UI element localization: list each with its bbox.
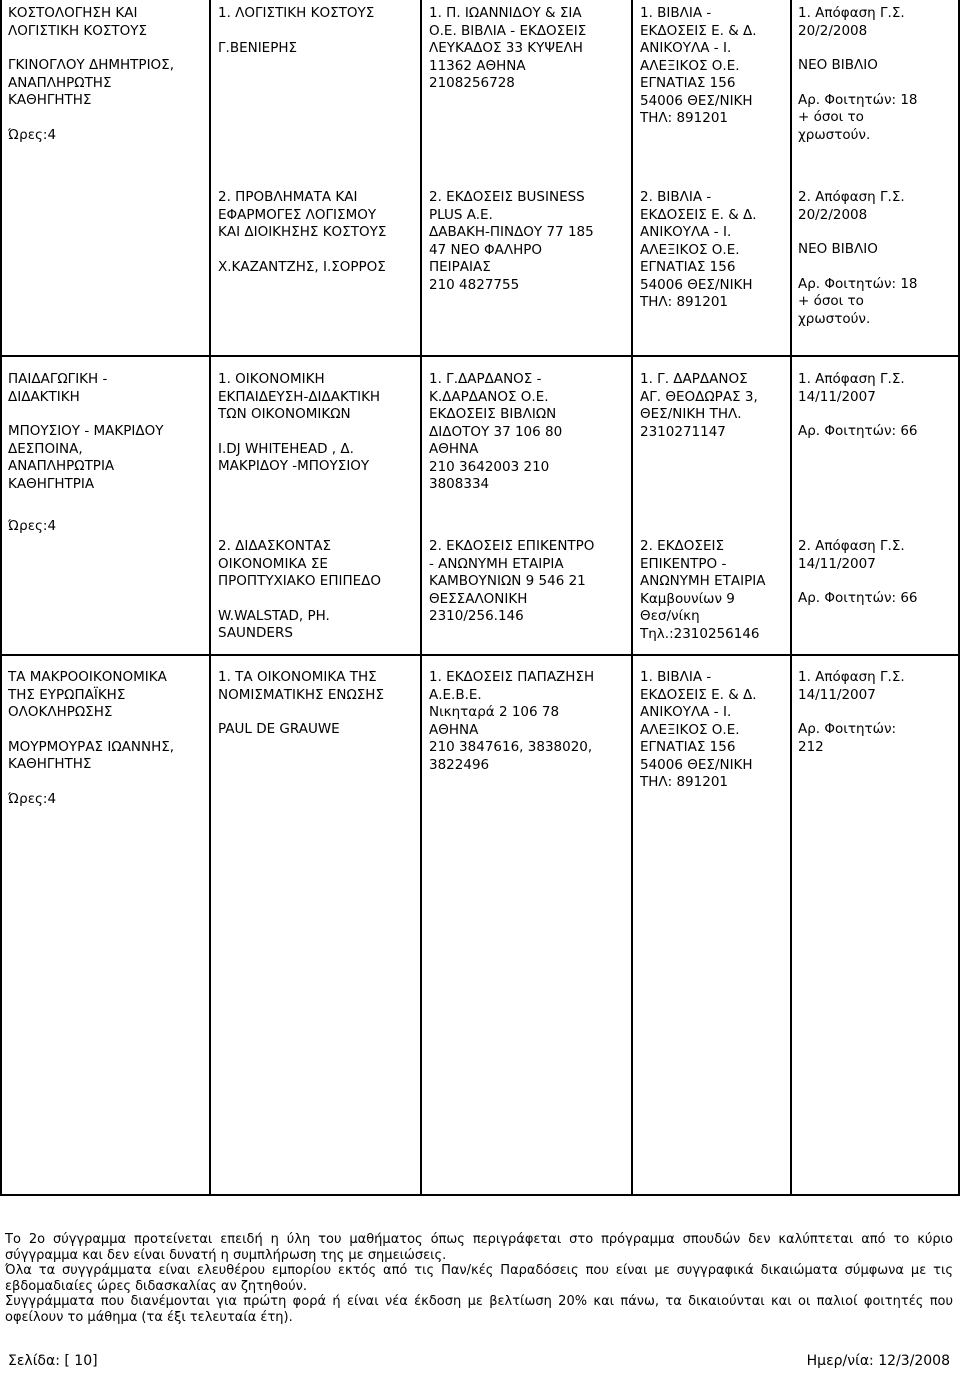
cell-line: 20/2/2008 — [798, 206, 868, 223]
cell-line: ΚΑΜΒΟΥΝΙΩΝ 9 546 21 — [429, 573, 586, 589]
cell-line: 210 3642003 210 — [429, 458, 550, 475]
cell-line: - ΑΝΩΝΥΜΗ ΕΤΑΙΡΙΑ — [429, 555, 564, 572]
cell-line: ΑΘΗΝΑ — [429, 441, 479, 457]
cell-line — [218, 424, 380, 441]
publisher-cell — [429, 371, 562, 494]
column-divider — [0, 0, 2, 1196]
cell-line: ΤΗΛ: 891201 — [640, 774, 729, 790]
cell-line: Τηλ.:2310256146 — [640, 625, 760, 642]
cell-line: 1. Απόφαση Γ.Σ. — [798, 371, 905, 387]
cell-line: W.WALSTAD, PH. — [218, 607, 330, 624]
publisher-cell — [429, 189, 594, 294]
cell-line: ΑΝΙΚΟΥΛΑ - Ι. — [640, 224, 732, 240]
row-divider — [0, 355, 960, 357]
cell-line: ΓΚΙΝΟΓΛΟΥ ΔΗΜΗΤΡΙΟΣ, — [8, 57, 175, 73]
cell-line: ΟΛΟΚΛΗΡΩΣΗΣ — [8, 704, 113, 720]
note-paragraph: Συγγράμματα που διανέμονται για πρώτη φορά ή είναι νέα έκδοση με βελτίωση 20% και πάνω, τα δικαιούνται και οι παλιοί φοιτητές που οφείλουν το μάθημα (τα έξι τελευταία έτη). — [5, 1294, 953, 1325]
course-cell — [8, 5, 174, 144]
cell-line: 2310/256.146 — [429, 608, 524, 624]
cell-line — [8, 110, 174, 127]
cell-line: ΑΝΑΠΛΗΡΩΤΗΣ — [8, 74, 112, 91]
cell-line: PAUL DE GRAUWE — [218, 721, 340, 737]
cell-line: I.DJ WHITEHEAD , Δ. — [218, 440, 354, 457]
cell-line: 2. ΔΙΔΑΣΚΟΝΤΑΣ — [218, 538, 331, 554]
cell-line: 54006 ΘΕΣ/ΝΙΚΗ — [640, 276, 753, 293]
cell-line — [798, 259, 918, 276]
cell-line: 1. ΛΟΓΙΣΤΙΚΗ ΚΟΣΤΟΥΣ — [218, 5, 375, 21]
cell-line: 212 — [798, 738, 824, 755]
cell-line: ΤΑ ΜΑΚΡΟΟΙΚΟΝΟΜΙΚΑ — [8, 669, 167, 685]
cell-line: Αρ. Φοιτητών: 66 — [798, 423, 918, 439]
cell-line: 54006 ΘΕΣ/ΝΙΚΗ — [640, 756, 753, 773]
cell-line: 3808334 — [429, 476, 490, 492]
book-title-cell — [218, 669, 384, 739]
book-title-cell — [218, 5, 374, 57]
cell-line: Γ.ΒΕΝΙΕΡΗΣ — [218, 39, 298, 56]
cell-line: Θεσ/νίκη — [640, 608, 700, 624]
cell-line: ΠΑΙΔΑΓΩΓΙΚΗ - — [8, 371, 108, 387]
cell-line: 1. ΒΙΒΛΙΑ - — [640, 669, 712, 685]
cell-line — [8, 722, 174, 739]
cell-line: 2108256728 — [429, 75, 515, 91]
cell-line: Ώρες:4 — [8, 126, 57, 143]
cell-line: ΑΝΩΝΥΜΗ ΕΤΑΙΡΙΑ — [640, 573, 766, 589]
cell-line: χρωστούν. — [798, 310, 871, 327]
cell-line — [798, 40, 918, 57]
cell-line: ΜΠΟΥΣΙΟΥ - ΜΑΚΡΙΔΟΥ — [8, 423, 164, 439]
cell-line: ΕΚΔΟΣΕΙΣ Ε. & Δ. — [640, 206, 757, 223]
cell-line: ΕΠΙΚΕΝΤΡΟ - — [640, 555, 727, 572]
column-divider — [790, 0, 792, 1196]
decision-cell — [798, 189, 918, 328]
cell-line: ΠΕΙΡΑΙΑΣ — [429, 259, 491, 275]
cell-line: ΔΙΔΑΚΤΙΚΗ — [8, 388, 80, 405]
cell-line: ΑΓ. ΘΕΟΔΩΡΑΣ 3, — [640, 388, 758, 405]
cell-line: ΤΗΛ: 891201 — [640, 110, 729, 126]
decision-cell — [798, 669, 905, 756]
row-divider — [0, 1194, 960, 1196]
cell-line: 2. Απόφαση Γ.Σ. — [798, 538, 905, 554]
cell-line: 11362 ΑΘΗΝΑ — [429, 57, 526, 74]
decision-cell — [798, 538, 918, 608]
cell-line: 1. Απόφαση Γ.Σ. — [798, 5, 905, 21]
cell-line: ΚΟΣΤΟΛΟΓΗΣΗ ΚΑΙ — [8, 5, 138, 21]
cell-line: 1. ΟΙΚΟΝΟΜΙΚΗ — [218, 371, 325, 387]
cell-line — [8, 40, 174, 57]
notes-section — [5, 1232, 953, 1326]
distributor-cell — [640, 5, 757, 128]
note-paragraph: Το 2ο σύγγραμμα προτείνεται επειδή η ύλη του μαθήματος όπως περιγράφεται στο πρόγραμμα σπουδών δεν καλύπτεται από το κύριο σύγγραμμα και δεν είναι δυνατή η συμπλήρωση της με σημειώσεις. — [5, 1232, 953, 1263]
cell-line: Α.Ε.Β.Ε. — [429, 686, 482, 703]
cell-line: ΔΕΣΠΟΙΝΑ, — [8, 440, 83, 457]
cell-line: 1. ΤΑ ΟΙΚΟΝΟΜΙΚΑ ΤΗΣ — [218, 669, 377, 685]
cell-line: + όσοι το — [798, 109, 864, 125]
cell-line: Καμβουνίων 9 — [640, 590, 735, 607]
book-title-cell — [218, 189, 386, 276]
cell-line: ΛΟΓΙΣΤΙΚΗ ΚΟΣΤΟΥΣ — [8, 22, 148, 39]
cell-line — [798, 75, 918, 92]
cell-line: ΠΡΟΠΤΥΧΙΑΚΟ ΕΠΙΠΕΔΟ — [218, 573, 382, 589]
cell-line — [798, 406, 918, 423]
cell-line: 210 3847616, 3838020, — [429, 739, 593, 755]
cell-line: Αρ. Φοιτητών: 18 — [798, 275, 918, 292]
cell-line: Χ.ΚΑΖΑΝΤΖΗΣ, Ι.ΣΟΡΡΟΣ — [218, 258, 386, 275]
distributor-cell — [640, 669, 757, 792]
cell-line: 2. ΕΚΔΟΣΕΙΣ BUSINESS — [429, 189, 585, 205]
cell-line — [218, 591, 381, 608]
cell-line — [798, 704, 905, 721]
cell-line: ΑΘΗΝΑ — [429, 721, 479, 738]
distributor-cell — [640, 189, 757, 312]
cell-line: ΤΗΛ: 891201 — [640, 294, 729, 310]
distributor-cell — [640, 371, 758, 441]
cell-line: PLUS A.E. — [429, 206, 493, 223]
cell-line — [218, 704, 384, 721]
cell-line — [8, 406, 163, 423]
note-paragraph: Όλα τα συγγράμματα είναι ελευθέρου εμπορίου εκτός από τις Παν/κές Παραδόσεις που είναι με συγγραφικά δικαιώματα σύμφωνα με τις εβδομαδιαίες ώρες διδασκαλίας αν ζητηθούν. — [5, 1263, 953, 1294]
cell-line: ΑΝΙΚΟΥΛΑ - Ι. — [640, 40, 732, 56]
cell-line: ΤΩΝ ΟΙΚΟΝΟΜΙΚΩΝ — [218, 406, 351, 422]
cell-line: Ο.Ε. ΒΙΒΛΙΑ - ΕΚΔΟΣΕΙΣ — [429, 22, 587, 39]
course-cell — [8, 371, 163, 536]
cell-line: ΕΚΔΟΣΕΙΣ Ε. & Δ. — [640, 686, 757, 703]
cell-line: 2310271147 — [640, 423, 726, 440]
cell-line: ΝΟΜΙΣΜΑΤΙΚΗΣ ΕΝΩΣΗΣ — [218, 686, 384, 703]
cell-line: 2. Απόφαση Γ.Σ. — [798, 189, 905, 205]
cell-line: 1. Γ. ΔΑΡΔΑΝΟΣ — [640, 371, 748, 387]
cell-line: + όσοι το — [798, 293, 864, 309]
cell-line — [218, 242, 386, 259]
cell-line: ΚΑΙ ΔΙΟΙΚΗΣΗΣ ΚΟΣΤΟΥΣ — [218, 224, 387, 240]
cell-line: ΜΟΥΡΜΟΥΡΑΣ ΙΩΑΝΝΗΣ, — [8, 738, 175, 755]
cell-line: 1. Π. ΙΩΑΝΝΙΔΟΥ & ΣΙΑ — [429, 5, 582, 21]
column-divider — [420, 0, 422, 1196]
cell-line: Αρ. Φοιτητών: — [798, 721, 897, 737]
cell-line: 2. ΒΙΒΛΙΑ - — [640, 189, 712, 205]
publisher-cell — [429, 669, 594, 774]
book-title-cell — [218, 538, 381, 643]
cell-line: Ώρες:4 — [8, 518, 57, 534]
cell-line: ΛΕΥΚΑΔΟΣ 33 ΚΥΨΕΛΗ — [429, 40, 583, 56]
cell-line: 210 4827755 — [429, 276, 520, 293]
cell-line: ΕΓΝΑΤΙΑΣ 156 — [640, 739, 736, 755]
cell-line: ΑΝΑΠΛΗΡΩΤΡΙΑ — [8, 458, 115, 474]
distributor-cell — [640, 538, 765, 643]
cell-line: ΤΗΣ ΕΥΡΩΠΑΪΚΗΣ — [8, 686, 126, 703]
cell-line: ΑΛΕΞΙΚΟΣ Ο.Ε. — [640, 57, 740, 74]
cell-line: 14/11/2007 — [798, 555, 876, 572]
cell-line: Αρ. Φοιτητών: 18 — [798, 91, 918, 108]
cell-line: 20/2/2008 — [798, 22, 868, 39]
book-title-cell — [218, 371, 380, 476]
cell-line: ΕΦΑΡΜΟΓΕΣ ΛΟΓΙΣΜΟΥ — [218, 206, 377, 223]
column-divider — [209, 0, 211, 1196]
cell-line: ΕΚΠΑΙΔΕΥΣΗ-ΔΙΔΑΚΤΙΚΗ — [218, 388, 381, 405]
column-divider — [631, 0, 633, 1196]
cell-line — [798, 573, 918, 590]
cell-line: 1. ΕΚΔΟΣΕΙΣ ΠΑΠΑΖΗΣΗ — [429, 669, 595, 685]
row-divider — [0, 654, 960, 656]
publisher-cell — [429, 5, 586, 93]
cell-line: 1. Απόφαση Γ.Σ. — [798, 669, 905, 685]
cell-line: SAUNDERS — [218, 625, 293, 641]
cell-line: 1. Γ.ΔΑΡΔΑΝΟΣ - — [429, 371, 542, 387]
cell-line: χρωστούν. — [798, 126, 871, 143]
cell-line: ΚΑΘΗΓΗΤΗΣ — [8, 756, 92, 772]
cell-line: 2. ΕΚΔΟΣΕΙΣ — [640, 538, 724, 554]
cell-line: 2. ΕΚΔΟΣΕΙΣ ΕΠΙΚΕΝΤΡΟ — [429, 538, 595, 554]
cell-line: ΕΓΝΑΤΙΑΣ 156 — [640, 75, 736, 91]
cell-line: ΔΑΒΑΚΗ-ΠΙΝΔΟΥ 77 185 — [429, 224, 594, 240]
cell-line: ΑΝΙΚΟΥΛΑ - Ι. — [640, 704, 732, 720]
cell-line — [798, 224, 918, 241]
cell-line: 14/11/2007 — [798, 686, 876, 703]
cell-line: ΑΛΕΞΙΚΟΣ Ο.Ε. — [640, 241, 740, 258]
decision-cell — [798, 5, 918, 144]
cell-line: ΘΕΣΣΑΛΟΝΙΚΗ — [429, 590, 528, 607]
cell-line: Ώρες:4 — [8, 790, 57, 807]
cell-line — [218, 23, 374, 40]
cell-line: ΟΙΚΟΝΟΜΙΚΑ ΣΕ — [218, 555, 328, 572]
page-number: Σελίδα: [ 10] — [8, 1353, 98, 1369]
cell-line: ΝΕΟ ΒΙΒΛΙΟ — [798, 241, 878, 257]
cell-line: ΕΚΔΟΣΕΙΣ ΒΙΒΛΙΩΝ — [429, 406, 557, 422]
cell-line: Κ.ΔΑΡΔΑΝΟΣ Ο.Ε. — [429, 388, 549, 405]
cell-line: 14/11/2007 — [798, 388, 876, 405]
decision-cell — [798, 371, 918, 441]
cell-line: ΜΑΚΡΙΔΟΥ -ΜΠΟΥΣΙΟΥ — [218, 458, 370, 474]
course-cell — [8, 669, 174, 808]
cell-line — [8, 493, 163, 510]
publisher-cell — [429, 538, 594, 626]
cell-line: 2. ΠΡΟΒΛΗΜΑΤΑ ΚΑΙ — [218, 189, 358, 205]
footer-date: Ημερ/νία: 12/3/2008 — [806, 1353, 950, 1369]
cell-line — [8, 774, 174, 791]
cell-line: ΕΓΝΑΤΙΑΣ 156 — [640, 259, 736, 275]
cell-line: Αρ. Φοιτητών: 66 — [798, 590, 918, 606]
cell-line: 47 ΝΕΟ ΦΑΛΗΡΟ — [429, 241, 543, 258]
cell-line: ΕΚΔΟΣΕΙΣ Ε. & Δ. — [640, 22, 757, 39]
cell-line: Νικηταρά 2 106 78 — [429, 704, 560, 720]
cell-line: ΑΛΕΞΙΚΟΣ Ο.Ε. — [640, 721, 740, 738]
cell-line: ΚΑΘΗΓΗΤΗΣ — [8, 92, 92, 108]
cell-line: ΚΑΘΗΓΗΤΡΙΑ — [8, 475, 95, 492]
cell-line: 3822496 — [429, 756, 490, 773]
cell-line: ΔΙΔΟΤΟΥ 37 106 80 — [429, 423, 563, 440]
cell-line: ΝΕΟ ΒΙΒΛΙΟ — [798, 57, 878, 73]
cell-line: ΘΕΣ/ΝΙΚΗ ΤΗΛ. — [640, 406, 742, 422]
cell-line: 1. ΒΙΒΛΙΑ - — [640, 5, 712, 21]
cell-line: 54006 ΘΕΣ/ΝΙΚΗ — [640, 92, 753, 109]
